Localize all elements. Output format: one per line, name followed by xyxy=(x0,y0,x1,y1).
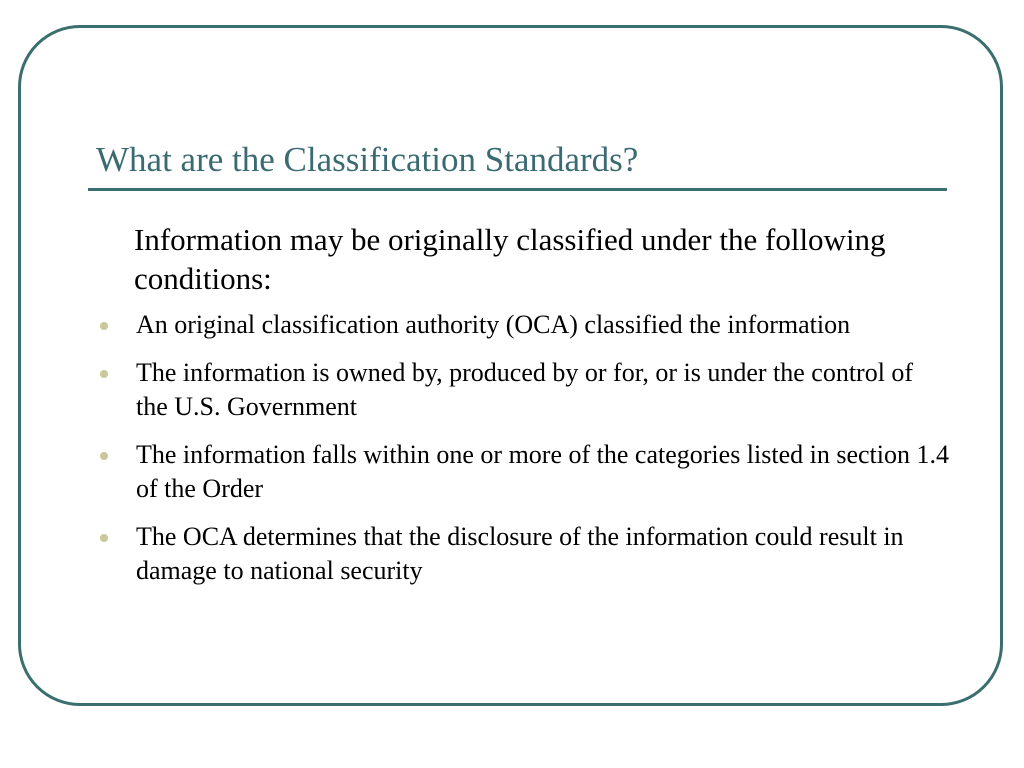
intro-paragraph: Information may be originally classified under the following conditions: xyxy=(134,222,886,296)
list-item xyxy=(100,356,950,424)
bullet-icon xyxy=(100,370,108,378)
list-item xyxy=(100,308,950,342)
list-item-text: The OCA determines that the disclosure of the information could result in damage to national security xyxy=(136,522,904,585)
conditions-list xyxy=(100,308,950,588)
list-item xyxy=(100,520,950,588)
list-item-text: The information falls within one or more of the categories listed in section 1.4 of the Order xyxy=(136,440,950,503)
title-divider xyxy=(88,188,947,191)
list-item-text: The information is owned by, produced by or for, or is under the control of the U.S. Government xyxy=(136,358,914,421)
bullet-icon xyxy=(100,452,108,460)
list-item-text: An original classification authority (OCA) classified the information xyxy=(136,310,851,339)
bullet-icon xyxy=(100,534,108,542)
slide-title: What are the Classification Standards? xyxy=(96,140,639,179)
bullet-icon xyxy=(100,322,108,330)
list-item xyxy=(100,438,950,506)
slide-content xyxy=(100,220,950,602)
